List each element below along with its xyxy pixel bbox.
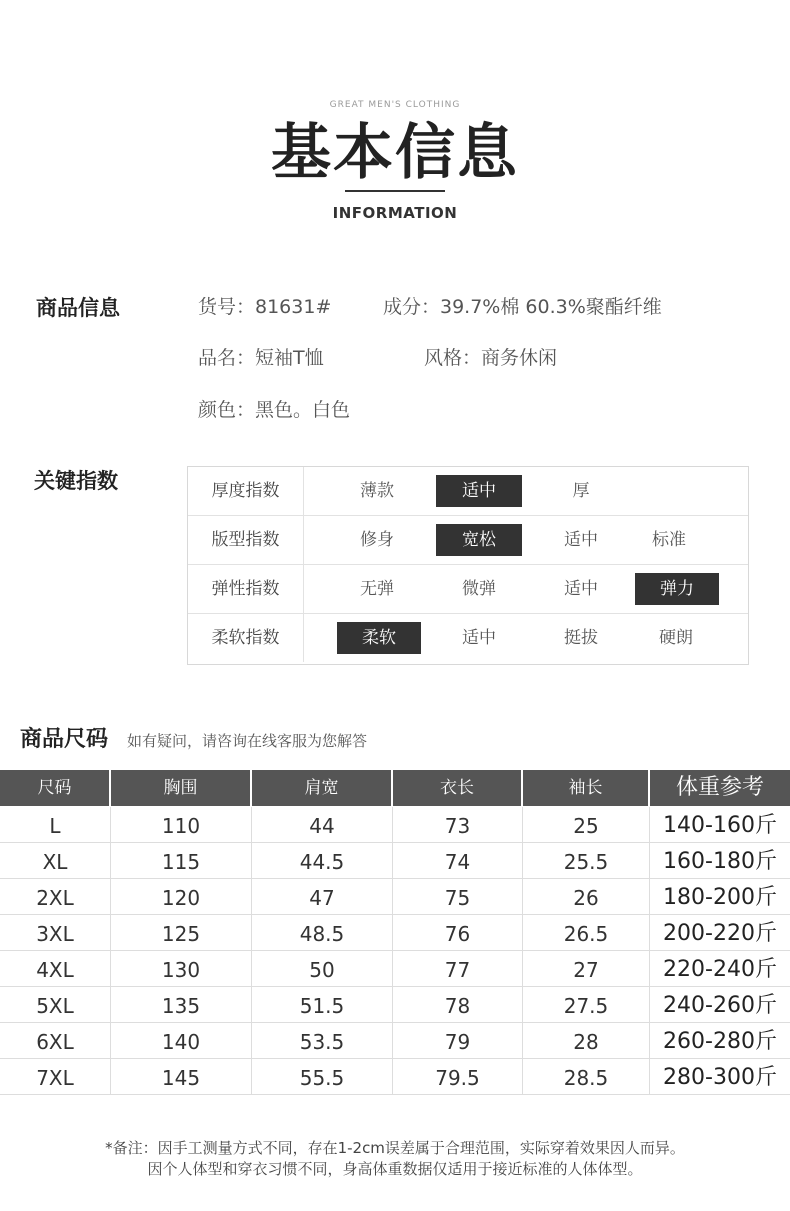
- table-row: [0, 987, 790, 1023]
- key-row-name: 厚度指数: [188, 467, 304, 515]
- key-option-selected: 柔软: [337, 622, 421, 654]
- cell-size: XL: [0, 843, 111, 879]
- col-shoulder: 肩宽: [252, 770, 393, 806]
- cell-shoulder: 47: [252, 879, 393, 915]
- key-option: 适中: [564, 530, 598, 550]
- table-row: [0, 807, 790, 843]
- key-option: 适中: [462, 628, 496, 648]
- key-option-selected: 宽松: [436, 524, 522, 556]
- cell-size: 2XL: [0, 879, 111, 915]
- cell-length: 73: [393, 807, 523, 843]
- title-divider: [345, 190, 445, 192]
- product-style: 风格：商务休闲: [424, 347, 558, 369]
- table-row: [0, 1059, 790, 1095]
- table-row: [0, 1023, 790, 1059]
- cell-length: 75: [393, 879, 523, 915]
- cell-shoulder: 44: [252, 807, 393, 843]
- key-option-selected: 适中: [436, 475, 522, 507]
- key-option: 适中: [564, 579, 598, 599]
- cell-sleeve: 28: [523, 1023, 650, 1059]
- cell-shoulder: 48.5: [252, 915, 393, 951]
- cell-chest: 145: [111, 1059, 252, 1095]
- product-name: 品名：短袖T恤: [198, 347, 324, 369]
- composition: 成分：39.7%棉 60.3%聚酯纤维: [383, 296, 662, 318]
- cell-chest: 115: [111, 843, 252, 879]
- key-option: 薄款: [360, 481, 394, 501]
- product-info-label: 商品信息: [36, 296, 120, 320]
- key-option: 厚: [572, 481, 590, 501]
- cell-size: 6XL: [0, 1023, 111, 1059]
- key-row-thickness: [188, 467, 748, 516]
- key-row-fit: [188, 516, 748, 565]
- cell-size: L: [0, 807, 111, 843]
- key-option: 微弹: [462, 579, 496, 599]
- col-chest: 胸围: [111, 770, 252, 806]
- key-option: 标准: [652, 530, 686, 550]
- item-number: 货号：81631#: [198, 296, 332, 318]
- footnote-line-2: 因个人体型和穿衣习惯不同，身高体重数据仅适用于接近标准的人体体型。: [147, 1160, 643, 1178]
- cell-size: 5XL: [0, 987, 111, 1023]
- table-row: [0, 951, 790, 987]
- page-title: 基本信息: [271, 118, 519, 188]
- size-table-header: [0, 770, 790, 806]
- key-row-name: 版型指数: [188, 516, 304, 564]
- key-row-softness: [188, 614, 748, 663]
- table-row: [0, 915, 790, 951]
- cell-size: 4XL: [0, 951, 111, 987]
- cell-chest: 140: [111, 1023, 252, 1059]
- cell-weight: 140-160斤: [663, 813, 777, 838]
- key-indices-label: 关键指数: [34, 469, 118, 493]
- footnote-line-1: *备注：因手工测量方式不同，存在1-2cm误差属于合理范围，实际穿着效果因人而异。: [105, 1139, 685, 1157]
- cell-shoulder: 51.5: [252, 987, 393, 1023]
- cell-shoulder: 44.5: [252, 843, 393, 879]
- cell-size: 7XL: [0, 1059, 111, 1095]
- col-weight: 体重参考: [675, 775, 764, 800]
- header-subtitle: GREAT MEN'S CLOTHING: [329, 100, 461, 110]
- cell-length: 77: [393, 951, 523, 987]
- key-indices-table: [187, 466, 749, 665]
- cell-sleeve: 25.5: [523, 843, 650, 879]
- cell-chest: 120: [111, 879, 252, 915]
- cell-weight: 260-280斤: [663, 1029, 777, 1054]
- cell-length: 79.5: [393, 1059, 523, 1095]
- key-row-name: 弹性指数: [188, 565, 304, 613]
- col-size: 尺码: [0, 770, 111, 806]
- key-option: 无弹: [360, 579, 394, 599]
- size-section-note: 如有疑问，请咨询在线客服为您解答: [127, 732, 368, 750]
- key-option: 修身: [360, 530, 394, 550]
- cell-sleeve: 27: [523, 951, 650, 987]
- size-section-title: 商品尺码: [20, 727, 109, 752]
- cell-weight: 160-180斤: [663, 849, 777, 874]
- key-option: 硬朗: [659, 628, 693, 648]
- cell-length: 79: [393, 1023, 523, 1059]
- cell-weight: 280-300斤: [663, 1065, 777, 1090]
- cell-length: 74: [393, 843, 523, 879]
- cell-chest: 125: [111, 915, 252, 951]
- key-option-selected: 弹力: [635, 573, 719, 605]
- cell-length: 76: [393, 915, 523, 951]
- table-row: [0, 843, 790, 879]
- col-sleeve: 袖长: [523, 770, 650, 806]
- cell-shoulder: 55.5: [252, 1059, 393, 1095]
- cell-shoulder: 53.5: [252, 1023, 393, 1059]
- key-row-name: 柔软指数: [188, 614, 304, 662]
- product-colors: 颜色：黑色。白色: [198, 399, 351, 421]
- cell-size: 3XL: [0, 915, 111, 951]
- cell-weight: 200-220斤: [663, 921, 777, 946]
- cell-weight: 180-200斤: [663, 885, 777, 910]
- cell-length: 78: [393, 987, 523, 1023]
- cell-weight: 240-260斤: [663, 993, 777, 1018]
- key-option: 挺拔: [564, 628, 598, 648]
- cell-sleeve: 26.5: [523, 915, 650, 951]
- header-english: INFORMATION: [332, 204, 458, 222]
- cell-sleeve: 27.5: [523, 987, 650, 1023]
- cell-sleeve: 28.5: [523, 1059, 650, 1095]
- cell-sleeve: 25: [523, 807, 650, 843]
- cell-chest: 130: [111, 951, 252, 987]
- cell-weight: 220-240斤: [663, 957, 777, 982]
- col-length: 衣长: [393, 770, 523, 806]
- cell-sleeve: 26: [523, 879, 650, 915]
- cell-chest: 110: [111, 807, 252, 843]
- cell-shoulder: 50: [252, 951, 393, 987]
- cell-chest: 135: [111, 987, 252, 1023]
- key-row-elasticity: [188, 565, 748, 614]
- table-row: [0, 879, 790, 915]
